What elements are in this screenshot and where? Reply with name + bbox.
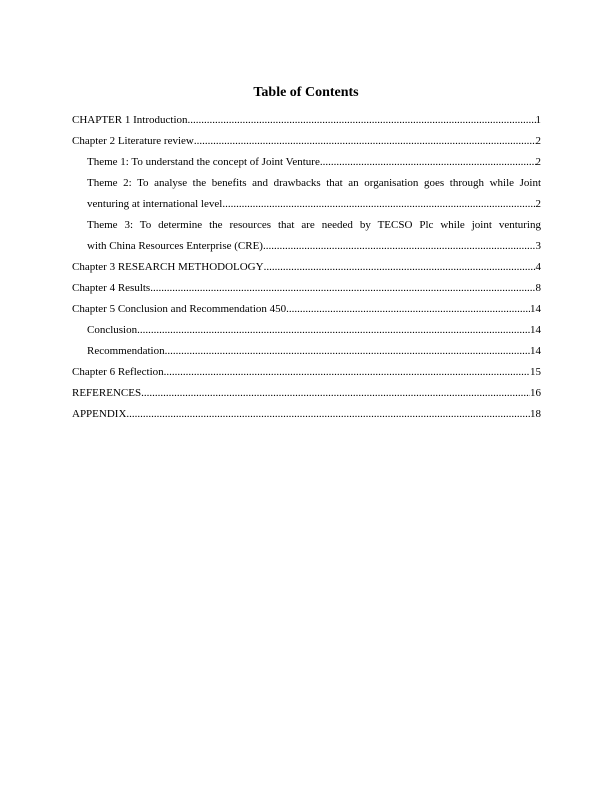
toc-entry-label: Chapter 3 RESEARCH METHODOLOGY <box>72 261 264 273</box>
toc-entry-label: Chapter 5 Conclusion and Recommendation 450 <box>72 303 287 315</box>
toc-entry-first-line: Theme 3: To determine the resources that are needed by TECSO Plc while joint venturing <box>87 219 541 231</box>
toc-entry-theme-3[interactable] <box>72 215 541 257</box>
toc-entry-chapter-1[interactable] <box>72 110 541 131</box>
toc-entry-label: with China Resources Enterprise (CRE) <box>87 240 263 252</box>
toc-entry-label: CHAPTER 1 Introduction <box>72 114 188 126</box>
toc-entry-page: 2 <box>535 198 541 210</box>
toc-entry-page: 15 <box>530 366 541 378</box>
toc-leader-dots <box>320 152 536 173</box>
toc-leader-dots <box>150 278 535 299</box>
toc-entry-page: 16 <box>530 387 541 399</box>
toc-entry-chapter-5[interactable] <box>72 299 541 320</box>
toc-leader-dots <box>263 236 536 257</box>
toc-entry-page: 18 <box>530 408 541 420</box>
toc-leader-dots <box>137 320 530 341</box>
toc-entry-label: Chapter 2 Literature review <box>72 135 194 147</box>
toc-entry-page: 14 <box>530 324 541 336</box>
toc-entry-label: Conclusion <box>87 324 138 336</box>
toc-leader-dots <box>126 404 530 425</box>
toc-leader-dots <box>222 194 535 215</box>
toc-entry-label: venturing at international level <box>87 198 223 210</box>
toc-entry-chapter-4[interactable] <box>72 278 541 299</box>
toc-entry-theme-2[interactable] <box>72 173 541 215</box>
toc-entry-label: APPENDIX <box>72 408 127 420</box>
toc-leader-dots <box>194 131 536 152</box>
toc-entry-chapter-3[interactable] <box>72 257 541 278</box>
toc-entry-page: 1 <box>535 114 541 126</box>
table-of-contents <box>72 110 541 425</box>
toc-leader-dots <box>286 299 530 320</box>
toc-entry-page: 14 <box>530 303 541 315</box>
toc-leader-dots <box>264 257 536 278</box>
toc-leader-dots <box>164 362 530 383</box>
toc-entry-page: 4 <box>535 261 541 273</box>
toc-entry-page: 2 <box>535 135 541 147</box>
toc-leader-dots <box>165 341 530 362</box>
toc-entry-appendix[interactable] <box>72 404 541 425</box>
toc-entry-label: Theme 1: To understand the concept of Joint Venture <box>87 156 320 168</box>
toc-title: Table of Contents <box>253 85 359 100</box>
toc-entry-page: 2 <box>535 156 541 168</box>
toc-entry-first-line: Theme 2: To analyse the benefits and drawbacks that an organisation goes through while Joint <box>87 177 541 189</box>
toc-entry-page: 3 <box>535 240 541 252</box>
toc-leader-dots <box>188 110 536 131</box>
toc-entry-label: Chapter 6 Reflection <box>72 366 164 378</box>
toc-entry-conclusion[interactable] <box>72 320 541 341</box>
toc-entry-recommendation[interactable] <box>72 341 541 362</box>
toc-entry-label: Chapter 4 Results <box>72 282 151 294</box>
toc-entry-theme-1[interactable] <box>72 152 541 173</box>
toc-entry-references[interactable] <box>72 383 541 404</box>
toc-leader-dots <box>141 383 530 404</box>
toc-entry-label: REFERENCES <box>72 387 142 399</box>
toc-entry-page: 8 <box>535 282 541 294</box>
toc-entry-chapter-6[interactable] <box>72 362 541 383</box>
toc-entry-chapter-2[interactable] <box>72 131 541 152</box>
toc-entry-page: 14 <box>530 345 541 357</box>
toc-entry-label: Recommendation <box>87 345 165 357</box>
